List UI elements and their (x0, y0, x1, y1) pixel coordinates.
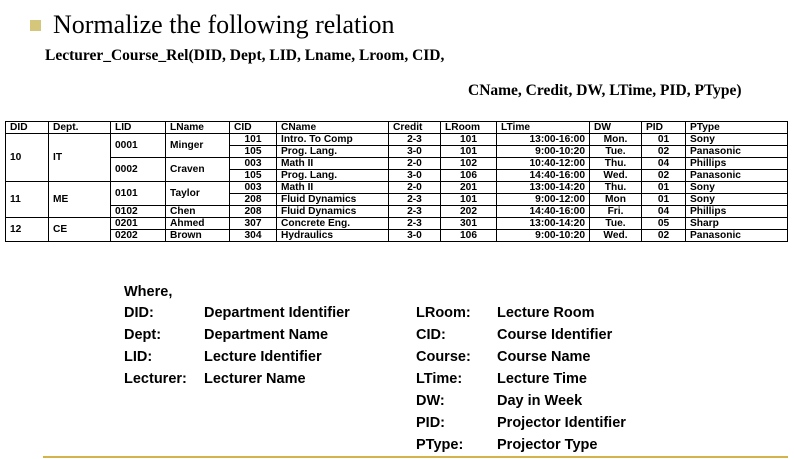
column-header: DW (590, 122, 642, 134)
cell-lid: 0001 (111, 134, 166, 158)
heading-text: Normalize the following relation (53, 10, 395, 39)
cell-lid: 0202 (111, 230, 166, 242)
definition-meaning: Course Identifier (497, 327, 613, 343)
cell-dw: Tue. (590, 218, 642, 230)
cell-lname: Craven (166, 158, 230, 182)
definition-meaning: Lecture Time (497, 371, 587, 387)
table-row (6, 182, 788, 194)
cell-dw: Wed. (590, 230, 642, 242)
definition-term: PType: (416, 437, 464, 453)
cell-lroom: 101 (441, 194, 497, 206)
slide-heading (30, 10, 395, 40)
definition-row (416, 390, 626, 412)
cell-did: 11 (6, 182, 49, 218)
definition-term: Lecturer: (124, 371, 187, 387)
cell-ptype: Sony (686, 182, 788, 194)
bullet-icon (30, 20, 41, 31)
definition-term: PID: (416, 415, 445, 431)
definition-term: DID: (124, 305, 154, 321)
definition-term: LTime: (416, 371, 463, 387)
cell-ptype: Sony (686, 194, 788, 206)
definition-row (416, 412, 626, 434)
definition-row (124, 302, 350, 324)
cell-cname: Prog. Lang. (277, 170, 389, 182)
cell-lroom: 106 (441, 230, 497, 242)
table-row (6, 206, 788, 218)
cell-did: 12 (6, 218, 49, 242)
footer-rule (43, 456, 788, 458)
relation-schema-line-1: Lecturer_Course_Rel(DID, Dept, LID, Lname, Lroom, CID, (45, 47, 445, 64)
cell-cname: Math II (277, 182, 389, 194)
cell-cid: 003 (230, 182, 277, 194)
cell-dw: Thu. (590, 158, 642, 170)
table-body (6, 134, 788, 242)
where-label: Where, (124, 284, 173, 300)
definition-meaning: Department Identifier (204, 305, 350, 321)
cell-ltime: 14:40-16:00 (497, 170, 590, 182)
cell-cid: 208 (230, 206, 277, 218)
cell-dw: Mon. (590, 134, 642, 146)
cell-pid: 01 (642, 182, 686, 194)
definition-row (124, 324, 350, 346)
definition-meaning: Department Name (204, 327, 329, 343)
cell-credit: 2-3 (389, 206, 441, 218)
cell-credit: 3-0 (389, 170, 441, 182)
cell-pid: 04 (642, 158, 686, 170)
cell-ltime: 13:00-14:20 (497, 182, 590, 194)
cell-pid: 02 (642, 170, 686, 182)
column-header: LID (111, 122, 166, 134)
cell-pid: 05 (642, 218, 686, 230)
cell-pid: 01 (642, 134, 686, 146)
column-header: LTime (497, 122, 590, 134)
cell-cid: 304 (230, 230, 277, 242)
column-header: Credit (389, 122, 441, 134)
column-header: PID (642, 122, 686, 134)
cell-did: 10 (6, 134, 49, 182)
column-header: DID (6, 122, 49, 134)
definition-meaning: Lecturer Name (204, 371, 306, 387)
cell-credit: 3-0 (389, 146, 441, 158)
definition-row (416, 368, 626, 390)
cell-dept: ME (49, 182, 111, 218)
table-row (6, 158, 788, 170)
cell-cid: 105 (230, 170, 277, 182)
table-header (6, 122, 788, 134)
cell-ltime: 13:00-16:00 (497, 134, 590, 146)
header-row (6, 122, 788, 134)
cell-ptype: Panasonic (686, 230, 788, 242)
definition-row (416, 346, 626, 368)
cell-ptype: Sony (686, 134, 788, 146)
cell-cid: 208 (230, 194, 277, 206)
definition-meaning: Day in Week (497, 393, 583, 409)
column-header: Dept. (49, 122, 111, 134)
definition-row (416, 302, 626, 324)
cell-dw: Mon (590, 194, 642, 206)
cell-lroom: 106 (441, 170, 497, 182)
cell-pid: 02 (642, 230, 686, 242)
column-header: PType (686, 122, 788, 134)
cell-lid: 0201 (111, 218, 166, 230)
cell-cname: Intro. To Comp (277, 134, 389, 146)
relation-schema-line-2: CName, Credit, DW, LTime, PID, PType) (468, 82, 742, 99)
cell-ltime: 13:00-14:20 (497, 218, 590, 230)
cell-cname: Fluid Dynamics (277, 206, 389, 218)
cell-ltime: 10:40-12:00 (497, 158, 590, 170)
cell-cname: Math II (277, 158, 389, 170)
cell-lroom: 201 (441, 182, 497, 194)
cell-ltime: 9:00-10:20 (497, 146, 590, 158)
definitions-right (416, 302, 626, 456)
cell-pid: 02 (642, 146, 686, 158)
definition-row (416, 324, 626, 346)
relation-table (5, 121, 788, 242)
cell-dept: IT (49, 134, 111, 182)
cell-lroom: 301 (441, 218, 497, 230)
definition-meaning: Lecture Room (497, 305, 595, 321)
cell-cname: Concrete Eng. (277, 218, 389, 230)
cell-dw: Thu. (590, 182, 642, 194)
cell-cid: 101 (230, 134, 277, 146)
cell-lname: Taylor (166, 182, 230, 206)
column-header: CID (230, 122, 277, 134)
cell-lroom: 101 (441, 146, 497, 158)
definition-meaning: Projector Type (497, 437, 598, 453)
cell-lid: 0102 (111, 206, 166, 218)
cell-ltime: 9:00-12:00 (497, 194, 590, 206)
cell-lid: 0101 (111, 182, 166, 206)
cell-credit: 2-3 (389, 218, 441, 230)
table-row (6, 218, 788, 230)
cell-ptype: Panasonic (686, 146, 788, 158)
definition-term: LID: (124, 349, 153, 365)
column-header: LRoom (441, 122, 497, 134)
cell-lid: 0002 (111, 158, 166, 182)
cell-dept: CE (49, 218, 111, 242)
definition-meaning: Course Name (497, 349, 591, 365)
cell-lname: Minger (166, 134, 230, 158)
cell-pid: 04 (642, 206, 686, 218)
cell-pid: 01 (642, 194, 686, 206)
definition-term: LRoom: (416, 305, 471, 321)
cell-lroom: 102 (441, 158, 497, 170)
cell-cname: Fluid Dynamics (277, 194, 389, 206)
cell-cid: 105 (230, 146, 277, 158)
cell-lroom: 202 (441, 206, 497, 218)
cell-lname: Chen (166, 206, 230, 218)
table-row (6, 230, 788, 242)
cell-ptype: Phillips (686, 206, 788, 218)
definition-term: Course: (416, 349, 471, 365)
cell-cname: Prog. Lang. (277, 146, 389, 158)
definition-row (124, 368, 350, 390)
cell-cid: 003 (230, 158, 277, 170)
definition-term: CID: (416, 327, 446, 343)
cell-ptype: Panasonic (686, 170, 788, 182)
cell-lname: Brown (166, 230, 230, 242)
cell-credit: 2-3 (389, 194, 441, 206)
definition-term: Dept: (124, 327, 162, 343)
definition-meaning: Projector Identifier (497, 415, 626, 431)
cell-cname: Hydraulics (277, 230, 389, 242)
cell-credit: 3-0 (389, 230, 441, 242)
cell-credit: 2-0 (389, 158, 441, 170)
cell-lname: Ahmed (166, 218, 230, 230)
cell-credit: 2-0 (389, 182, 441, 194)
cell-ptype: Phillips (686, 158, 788, 170)
cell-ltime: 14:40-16:00 (497, 206, 590, 218)
column-header: LName (166, 122, 230, 134)
cell-cid: 307 (230, 218, 277, 230)
definition-row (124, 346, 350, 368)
cell-dw: Tue. (590, 146, 642, 158)
definition-row (416, 434, 626, 456)
definition-meaning: Lecture Identifier (204, 349, 322, 365)
cell-dw: Fri. (590, 206, 642, 218)
cell-ptype: Sharp (686, 218, 788, 230)
cell-lroom: 101 (441, 134, 497, 146)
cell-dw: Wed. (590, 170, 642, 182)
table-row (6, 134, 788, 146)
cell-ltime: 9:00-10:20 (497, 230, 590, 242)
column-header: CName (277, 122, 389, 134)
cell-credit: 2-3 (389, 134, 441, 146)
definition-term: DW: (416, 393, 445, 409)
definitions-left (124, 302, 350, 390)
